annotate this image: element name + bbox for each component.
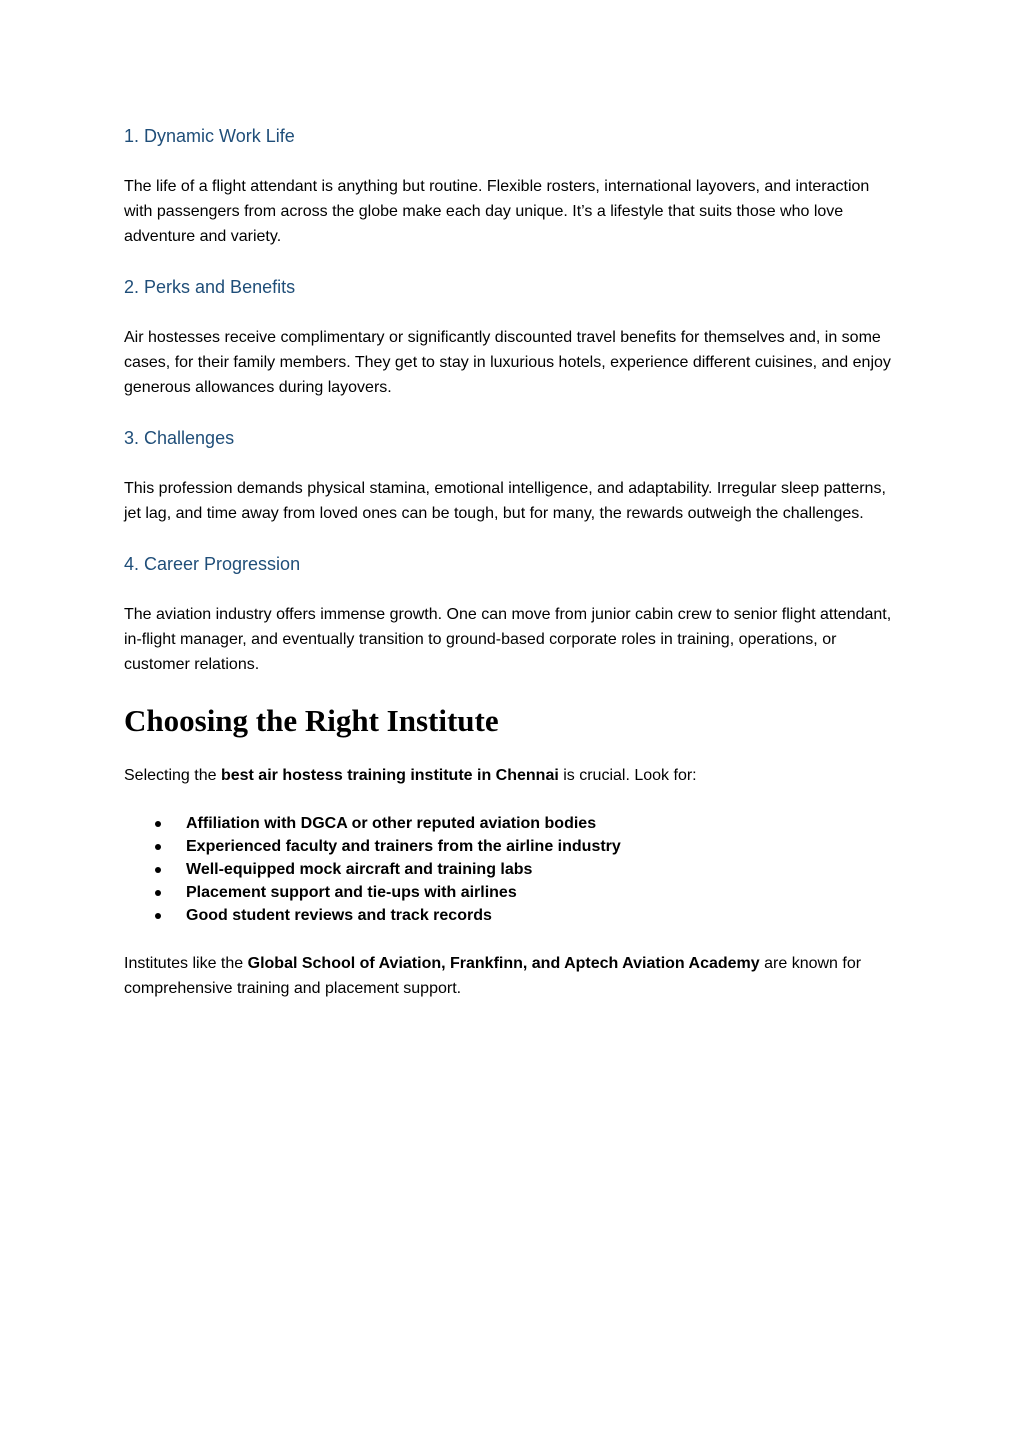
section-heading-challenges: 3. Challenges [124, 428, 235, 448]
bullet-icon [155, 867, 161, 873]
list-item [186, 881, 899, 904]
bullet-icon [155, 844, 161, 850]
section-body-perks-and-benefits: Air hostesses receive complimentary or significantly discounted travel benefits for themselves and, in some cases, for their family members. They get to stay in luxurious hotels, experience different cuisines, and enjoy generous allowances during layovers. [124, 329, 891, 396]
section-heading-perks-and-benefits: 2. Perks and Benefits [124, 277, 296, 297]
main-heading-choosing-institute: Choosing the Right Institute [124, 703, 499, 738]
section-body-dynamic-work-life: The life of a flight attendant is anything but routine. Flexible rosters, international layovers, and interaction with passengers from across the globe make each day unique. It’s a lifestyle that suits those who love adventure and variety. [124, 178, 870, 245]
list-item [186, 904, 899, 927]
bullet-icon [155, 821, 161, 827]
criteria-text: Experienced faculty and trainers from the airline industry [186, 838, 621, 855]
bullet-icon [155, 913, 161, 919]
criteria-text: Affiliation with DGCA or other reputed aviation bodies [186, 815, 597, 832]
closing-suffix: are known for comprehensive training and placement support. [124, 955, 862, 997]
closing-prefix: Institutes like the [124, 955, 248, 972]
criteria-text: Placement support and tie-ups with airlines [186, 884, 517, 901]
intro-bold-keyword: best air hostess training institute in Chennai [220, 767, 559, 784]
bullet-icon [155, 890, 161, 896]
section-heading-dynamic-work-life: 1. Dynamic Work Life [124, 126, 295, 146]
criteria-list [124, 812, 899, 927]
institute-closing [124, 951, 894, 1001]
section-body-challenges: This profession demands physical stamina, emotional intelligence, and adaptability. Irregular sleep patterns, jet lag, and time away from loved ones can be tough, but for many, the rewards outweigh the challenges. [124, 480, 886, 522]
section-heading-career-progression: 4. Career Progression [124, 554, 301, 574]
criteria-text: Good student reviews and track records [186, 907, 492, 924]
closing-bold-institutes: Global School of Aviation, Frankfinn, and Aptech Aviation Academy [247, 955, 760, 972]
list-item [186, 812, 899, 835]
list-item [186, 858, 899, 881]
institute-intro [124, 763, 899, 788]
intro-suffix: is crucial. Look for: [558, 767, 697, 784]
criteria-text: Well-equipped mock aircraft and training labs [186, 861, 533, 878]
section-body-career-progression: The aviation industry offers immense growth. One can move from junior cabin crew to senior flight attendant, in-flight manager, and eventually transition to ground-based corporate roles in training, operations, or customer relations. [124, 606, 892, 673]
intro-prefix: Selecting the [124, 767, 221, 784]
list-item [186, 835, 899, 858]
